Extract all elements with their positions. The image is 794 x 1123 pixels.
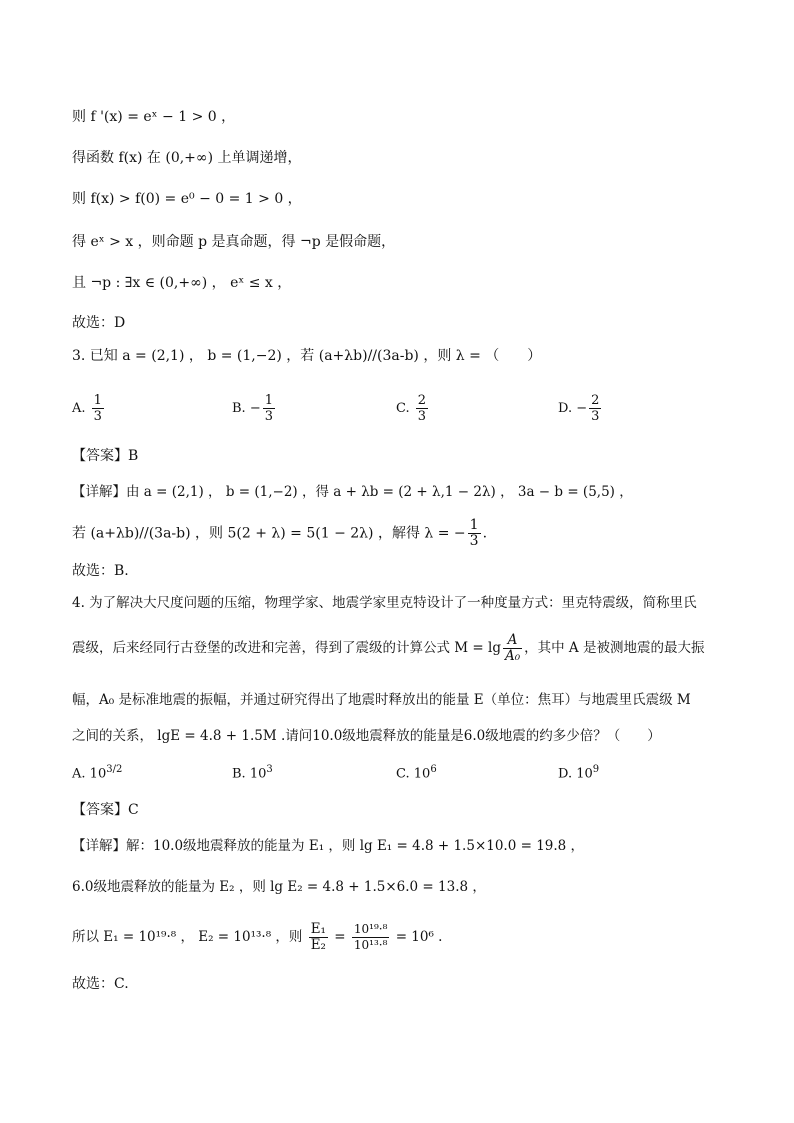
q4-option-c: C. $10^6$	[396, 764, 437, 782]
fraction: $\frac{A}{\text{A₀}}$	[504, 632, 521, 664]
q3-option-c: C. $\frac{2}{3}$	[396, 393, 427, 424]
q3-conclusion: 故选：B.	[72, 563, 129, 579]
q4-option-a: A. $10^{3/2}$	[72, 764, 123, 782]
question-4-line-4: 之间的关系， lgE = 4.8 + 1.5M .请问10.0级地震释放的能量是6.0级地震的约多少倍？（ ）	[72, 728, 661, 744]
derivative-line: 则 f '(x) = eˣ − 1 > 0 ，	[72, 109, 236, 125]
choice-line-d: 故选：D	[72, 315, 126, 331]
negation-line: 且 ¬p : ∃x ∈ (0,+∞) ， eˣ ≤ x ，	[72, 275, 292, 291]
q4-option-b: B. $10^3$	[232, 764, 273, 782]
monotonic-line: 得函数 f(x) 在 (0,+∞) 上单调递增，	[72, 150, 302, 166]
question-3: 3. 已知 a = (2,1) ， b = (1,−2) ，若 (a+λb)//(3a-b) ，则 λ = （ ）	[72, 348, 542, 364]
question-4-line-3: 幅，A₀ 是标准地震的振幅，并通过研究得出了地震时释放出的能量 E（单位：焦耳）与地震里氏震级 M	[72, 692, 691, 708]
q4-detail-3: 所以 E₁ = 10¹⁹·⁸ ， E₂ = 10¹³·⁸ ，则 $\frac{\text{E₁}}{\text{E₂}}$ = $\frac{\text{10¹⁹·⁸}}{\text{10¹³·⁸}}$ = 10⁶ .	[72, 921, 443, 953]
inequality-line: 则 f(x) > f(0) = e⁰ − 0 = 1 > 0 ，	[72, 191, 302, 207]
fraction: $\frac{2}{3}$	[591, 393, 600, 424]
question-4-line-1: 4. 为了解决大尺度问题的压缩，物理学家、地震学家里克特设计了一种度量方式：里克特震级，简称里氏	[72, 595, 697, 611]
question-4-line-2: 震级，后来经同行古登堡的改进和完善，得到了震级的计算公式 M = lg $\frac{A}{\text{A₀}}$ ，其中 A 是被测地震的最大振	[72, 632, 705, 664]
q3-option-b: B. − $\frac{1}{3}$	[232, 393, 274, 424]
fraction: $\frac{1}{3}$	[469, 517, 479, 549]
q3-option-a: A. $\frac{1}{3}$	[72, 393, 102, 424]
q4-detail-2: 6.0级地震释放的能量为 E₂ ，则 lg E₂ = 4.8 + 1.5×6.0 = 13.8 ，	[72, 879, 486, 895]
q3-answer: 【答案】B	[72, 448, 139, 464]
q3-detail-1: 【详解】由 a = (2,1) ， b = (1,−2) ，得 a + λb = (2 + λ,1 − 2λ) ， 3a − b = (5,5) ，	[72, 484, 633, 500]
fraction: $\frac{1}{3}$	[264, 393, 274, 424]
fraction: $\frac{\text{10¹⁹·⁸}}{\text{10¹³·⁸}}$	[353, 922, 388, 952]
q4-detail-1: 【详解】解：10.0级地震释放的能量为 E₁ ，则 lg E₁ = 4.8 + 1.5×10.0 = 19.8 ，	[72, 838, 585, 854]
q3-detail-2: 若 (a+λb)//(3a-b) ，则 5(2 + λ) = 5(1 − 2λ) ，解得 λ = − $\frac{1}{3}$ .	[72, 517, 488, 549]
fraction: $\frac{2}{3}$	[417, 393, 427, 424]
fraction: $\frac{1}{3}$	[93, 393, 102, 424]
fraction: $\frac{\text{E₁}}{\text{E₂}}$	[310, 921, 326, 953]
q3-option-d: D. − $\frac{2}{3}$	[558, 393, 600, 424]
q4-option-d: D. $10^9$	[558, 764, 600, 782]
q4-answer: 【答案】C	[72, 802, 139, 818]
proposition-line: 得 eˣ > x ，则命题 p 是真命题，得 ¬p 是假命题，	[72, 234, 396, 250]
q4-conclusion: 故选：C.	[72, 976, 129, 992]
